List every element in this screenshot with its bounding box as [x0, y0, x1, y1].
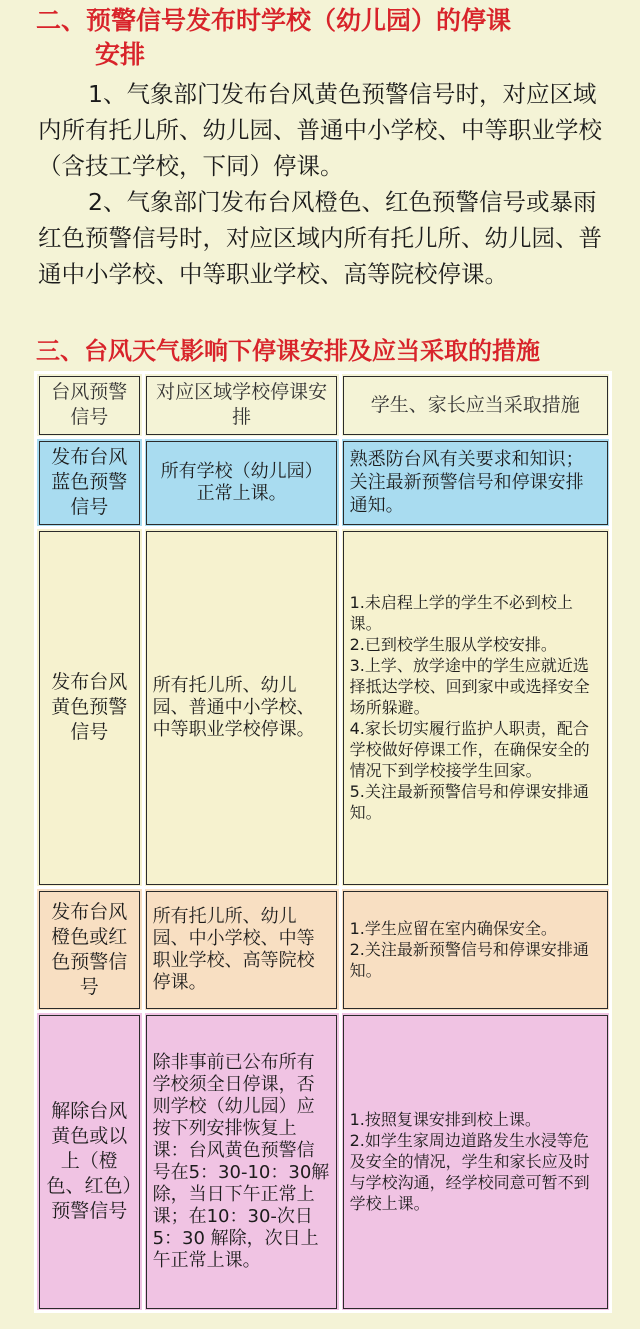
measure-item: 2.关注最新预警信号和停课安排通知。 [349, 940, 589, 980]
measure-item: 3.上学、放学途中的学生应就近选择抵达学校、回到家中或选择安全场所躲避。 [349, 656, 590, 717]
section2-item1-text: 1、气象部门发布台风黄色预警信号时，对应区域内所有托儿所、幼儿园、普通中小学校、中等职业学校（含技工学校，下同）停课。 [38, 80, 602, 180]
measure-item: 5.关注最新预警信号和停课安排通知。 [349, 782, 589, 822]
typhoon-measures-table [34, 371, 612, 1313]
header-arrangement: 对应区域学校停课安排 [143, 373, 340, 438]
table-row [36, 438, 611, 528]
signal-cell: 解除台风黄色或以上（橙色、红色）预警信号 [36, 1012, 144, 1312]
arrangement-cell: 所有托儿所、幼儿园、普通中小学校、中等职业学校停课。 [143, 528, 340, 888]
table-header-row [36, 373, 611, 438]
arrangement-cell: 所有学校（幼儿园）正常上课。 [143, 438, 340, 528]
signal-cell: 发布台风蓝色预警信号 [36, 438, 144, 528]
section2-heading [36, 4, 626, 72]
section2-item2-text: 2、气象部门发布台风橙色、红色预警信号或暴雨红色预警信号时，对应区域内所有托儿所、幼儿园、普通中小学校、中等职业学校、高等院校停课。 [38, 188, 602, 288]
table-row [36, 1012, 611, 1312]
table-row [36, 888, 611, 1012]
section2-item1 [38, 76, 618, 184]
section2-title-line2: 安排 [95, 40, 146, 69]
arrangement-cell: 所有托儿所、幼儿园、中小学校、中等职业学校、高等院校停课。 [143, 888, 340, 1012]
measure-item: 1.学生应留在室内确保安全。 [349, 919, 557, 938]
measures-cell [340, 888, 610, 1012]
measures-cell: 熟悉防台风有关要求和知识；关注最新预警信号和停课安排通知。 [340, 438, 610, 528]
section2-title-line1: 二、预警信号发布时学校（幼儿园）的停课 [36, 6, 512, 35]
header-signal: 台风预警信号 [36, 373, 144, 438]
arrangement-cell: 除非事前已公布所有学校须全日停课，否则学校（幼儿园）应按下列安排恢复上课：台风黄色预警信号在5：30-10：30解除，当日下午正常上课；在10：30-次日5：30 解除，次日上午正常上课。 [143, 1012, 340, 1312]
measure-item: 2.已到校学生服从学校安排。 [349, 635, 557, 654]
measure-item: 1.按照复课安排到校上课。 [349, 1110, 541, 1129]
table-row [36, 528, 611, 888]
section3-title: 三、台风天气影响下停课安排及应当采取的措施 [36, 337, 540, 365]
measure-item: 2.如学生家周边道路发生水浸等危及安全的情况，学生和家长应及时与学校沟通，经学校同意可暂不到学校上课。 [349, 1131, 590, 1213]
signal-cell: 发布台风橙色或红色预警信号 [36, 888, 144, 1012]
header-measures: 学生、家长应当采取措施 [340, 373, 610, 438]
measures-cell [340, 528, 610, 888]
section2-item2 [38, 184, 618, 292]
signal-cell: 发布台风黄色预警信号 [36, 528, 144, 888]
measure-item: 1.未启程上学的学生不必到校上课。 [349, 593, 573, 633]
measures-cell [340, 1012, 610, 1312]
section3-heading [36, 334, 626, 368]
measure-item: 4.家长切实履行监护人职责，配合学校做好停课工作，在确保安全的情况下到学校接学生回家。 [349, 719, 590, 780]
